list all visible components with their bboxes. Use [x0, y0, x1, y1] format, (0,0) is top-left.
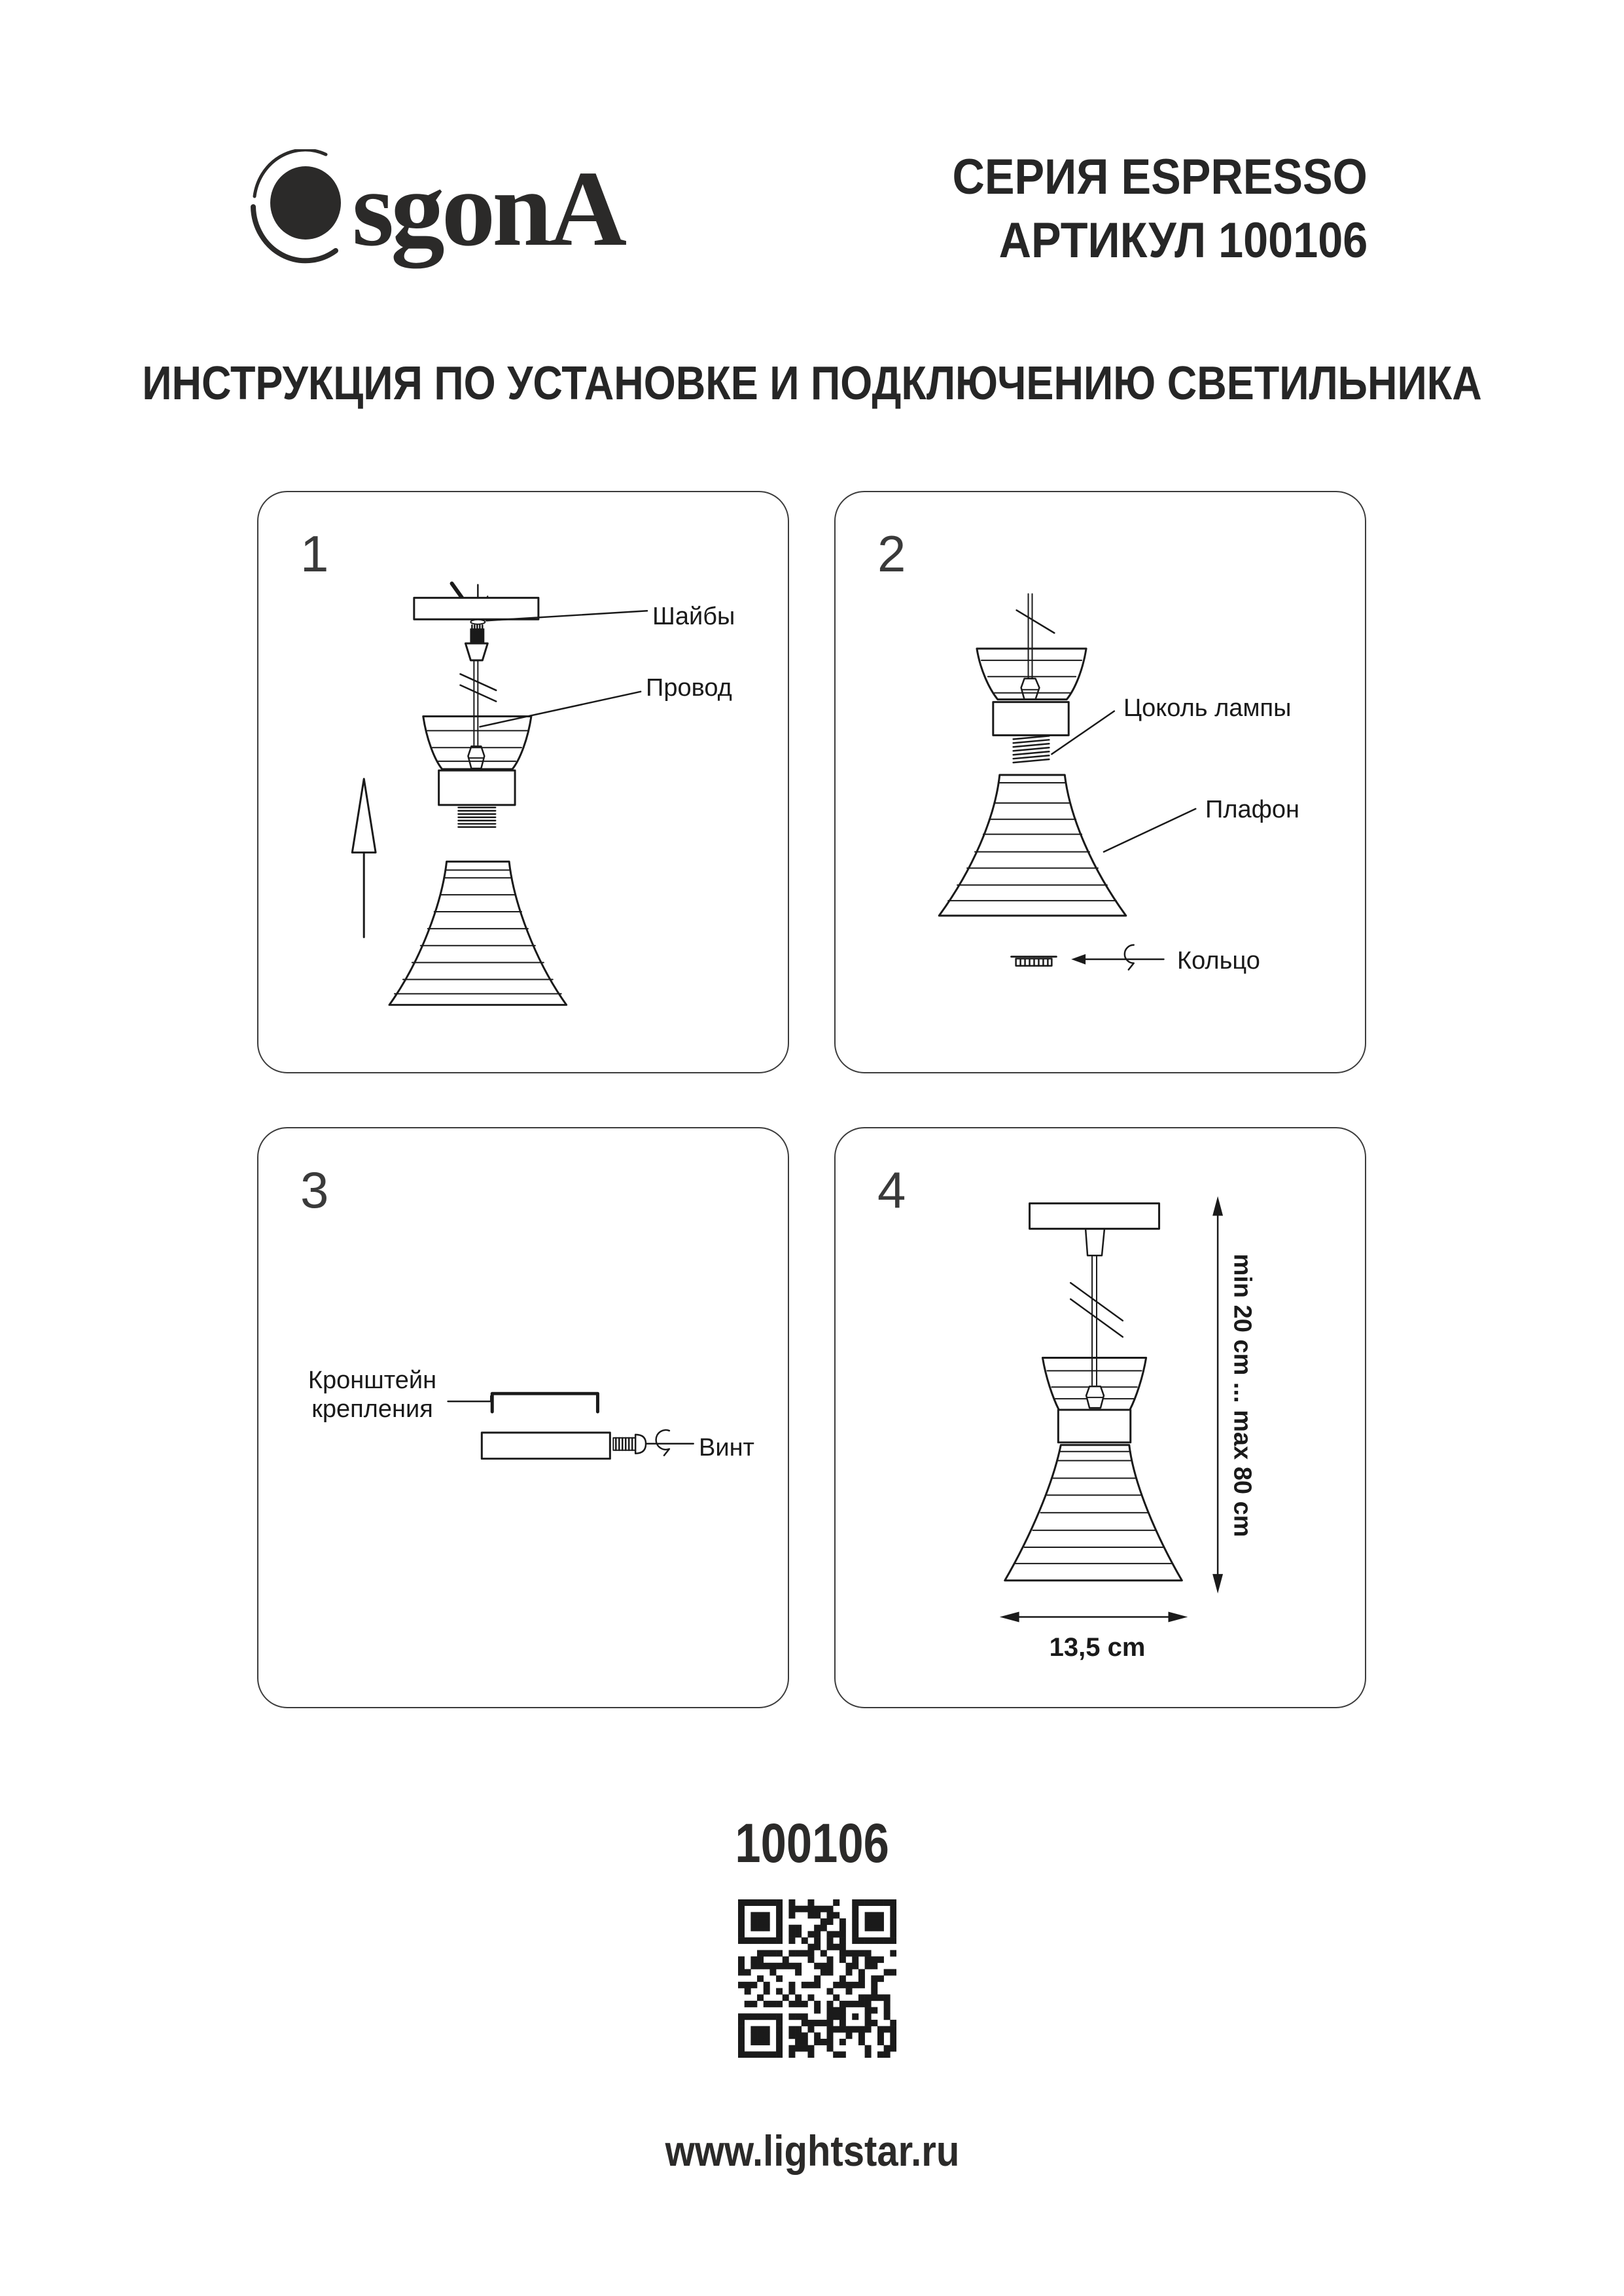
- suspension-cord: [460, 643, 496, 745]
- page-title: ИНСТРУКЦИЯ ПО УСТАНОВКЕ И ПОДКЛЮЧЕНИЮ СВЕТИЛЬНИКА: [142, 357, 1482, 410]
- step-number: 4: [877, 1161, 906, 1219]
- step-number: 3: [300, 1161, 329, 1219]
- step2-diagram: [836, 492, 1365, 1072]
- label-ring: Кольцо: [1177, 947, 1260, 975]
- screw-icon: [613, 1435, 646, 1454]
- leader-lines: [480, 611, 647, 726]
- up-arrow-icon: [352, 779, 376, 937]
- ceiling-plate: [414, 598, 538, 619]
- website-url: www.lightstar.ru: [665, 2126, 959, 2175]
- article-code: 100106: [735, 1812, 889, 1874]
- lampshade: [1005, 1445, 1182, 1581]
- series-label: СЕРИЯ ESPRESSO: [952, 149, 1368, 205]
- header-product-info: [906, 145, 1368, 272]
- suspension-cord: [1070, 1255, 1123, 1385]
- step1-diagram: [258, 492, 788, 1072]
- canopy-cup: [1042, 1357, 1146, 1410]
- logo-text: sgonA: [352, 149, 624, 268]
- step-panel-4: [834, 1127, 1366, 1708]
- mounting-bracket: [448, 1393, 610, 1459]
- ring-part: [1012, 957, 1057, 966]
- left-arrow-rotation-icon: [1071, 945, 1163, 970]
- label-diameter: 13,5 cm: [1049, 1633, 1146, 1662]
- qr-code: [738, 1899, 896, 2058]
- article-label: АРТИКУЛ 100106: [998, 213, 1368, 268]
- label-wire: Провод: [646, 674, 732, 702]
- step-number: 2: [877, 525, 906, 583]
- washers: [470, 620, 485, 643]
- rotation-arrow-icon: [646, 1430, 694, 1456]
- step-panel-2: [834, 491, 1366, 1073]
- label-height-range: min 20 cm ... max 80 cm: [1228, 1253, 1256, 1537]
- socket-block: [439, 770, 515, 827]
- lampshade: [939, 775, 1126, 916]
- lampshade: [389, 861, 567, 1005]
- step-number: 1: [300, 525, 329, 583]
- label-shade: Плафон: [1205, 796, 1300, 823]
- step-panel-3: [257, 1127, 789, 1708]
- socket-block: [1058, 1410, 1130, 1443]
- brand-logo: [249, 149, 628, 287]
- ceiling-plate: [1030, 1204, 1159, 1256]
- label-screw: Винт: [699, 1434, 754, 1462]
- label-socket: Цоколь лампы: [1123, 694, 1292, 722]
- step-panel-1: [257, 491, 789, 1073]
- leader-lines: [1051, 711, 1195, 852]
- label-washers: Шайбы: [652, 603, 735, 630]
- logo-o-icon: [253, 150, 341, 260]
- suspension-cord: [1017, 594, 1055, 677]
- canopy-cup: [977, 649, 1086, 700]
- label-bracket: Кронштейн крепления: [308, 1367, 437, 1423]
- step4-diagram: [836, 1128, 1365, 1707]
- socket-block: [993, 702, 1068, 763]
